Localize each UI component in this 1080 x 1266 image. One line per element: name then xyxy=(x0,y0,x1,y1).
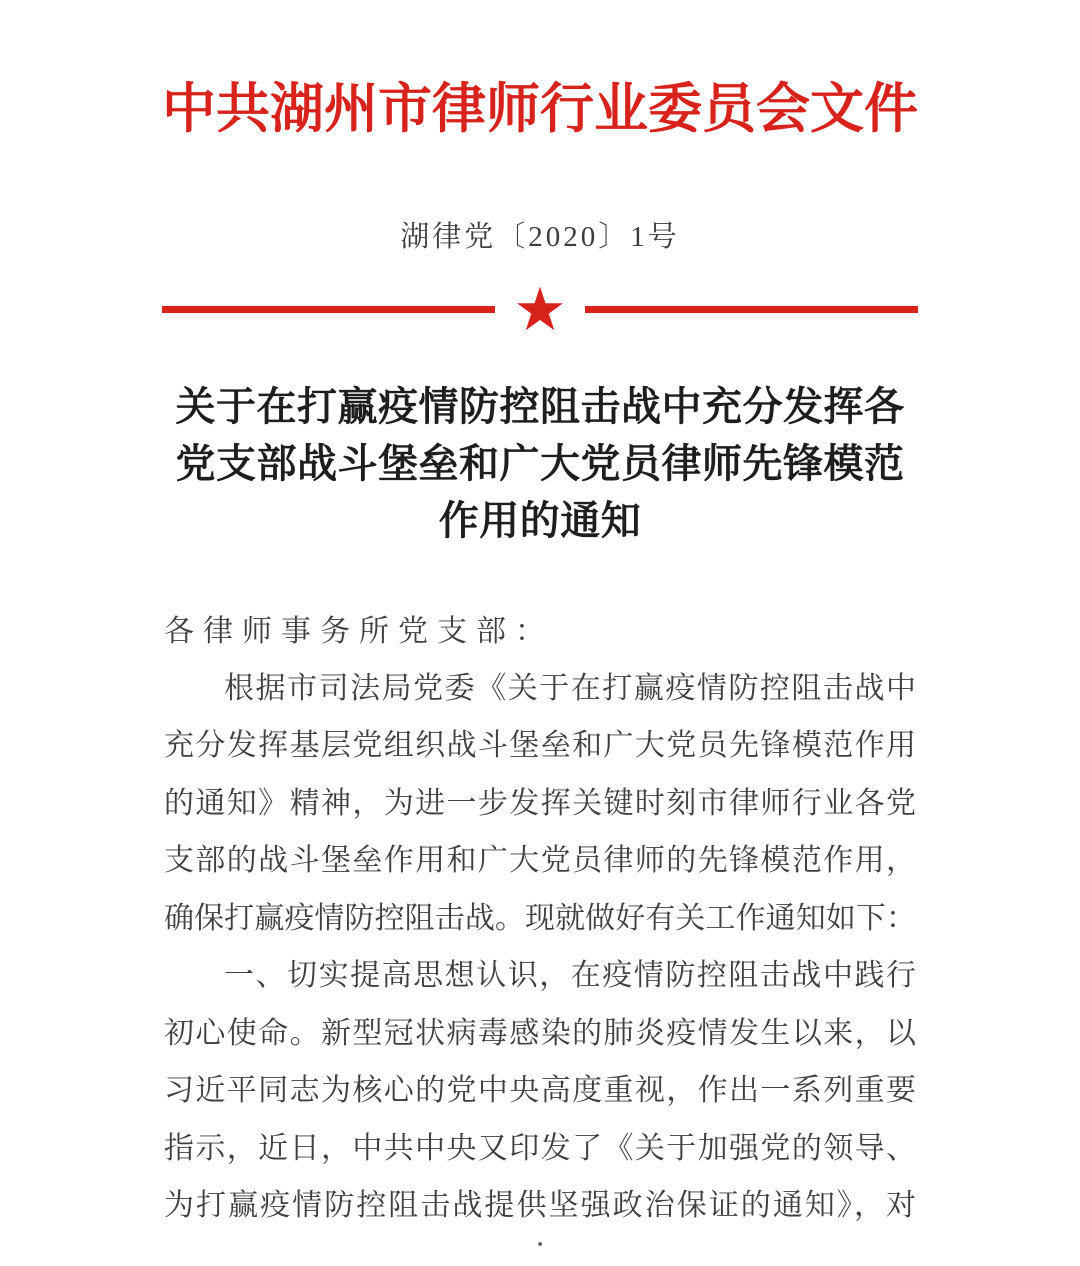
notice-body xyxy=(164,603,916,1251)
body-line: 支部的战斗堡垒作用和广大党员律师的先锋模范作用， xyxy=(164,844,916,877)
body-lines xyxy=(164,660,916,1235)
body-line: 充分发挥基层党组织战斗堡垒和广大党员先锋模范作用 xyxy=(164,729,916,762)
body-line: 指示，近日，中共中央又印发了《关于加强党的领导、 xyxy=(164,1131,916,1165)
notice-title-line: 作用的通知 xyxy=(438,497,642,543)
document-org-title: 中共湖州市律师行业委员会文件 xyxy=(162,79,918,139)
page-number-mark: ▪ xyxy=(537,1235,543,1251)
body-line: 习近平同志为核心的党中央高度重视，作出一系列重要 xyxy=(164,1074,916,1107)
notice-title-line: 党支部战斗堡垒和广大党员律师先锋模范 xyxy=(175,440,905,486)
body-line: 的通知》精神，为进一步发挥关键时刻市律师行业各党 xyxy=(164,786,916,820)
notice-title-line: 关于在打赢疫情防控阻击战中充分发挥各 xyxy=(175,383,905,429)
salutation: 各律师事务所党支部： xyxy=(164,614,554,648)
divider-line-left xyxy=(162,306,495,313)
header-divider xyxy=(162,274,918,345)
body-line: 根据市司法局党委《关于在打赢疫情防控阻击战中 xyxy=(224,671,916,705)
star-icon: ★ xyxy=(513,274,567,345)
body-line: 初心使命。新型冠状病毒感染的肺炎疫情发生以来，以 xyxy=(164,1016,916,1050)
notice-title xyxy=(0,378,1080,549)
body-line: 确保打赢疫情防控阻击战。现就做好有关工作通知如下： xyxy=(164,901,916,935)
body-line: 为打赢疫情防控阻击战提供坚强政治保证的通知》，对 xyxy=(164,1189,916,1222)
document-number: 湖律党〔2020〕1号 xyxy=(400,220,680,253)
divider-line-right xyxy=(585,306,918,313)
body-line: 一、切实提高思想认识，在疫情防控阻击战中践行 xyxy=(224,959,916,992)
